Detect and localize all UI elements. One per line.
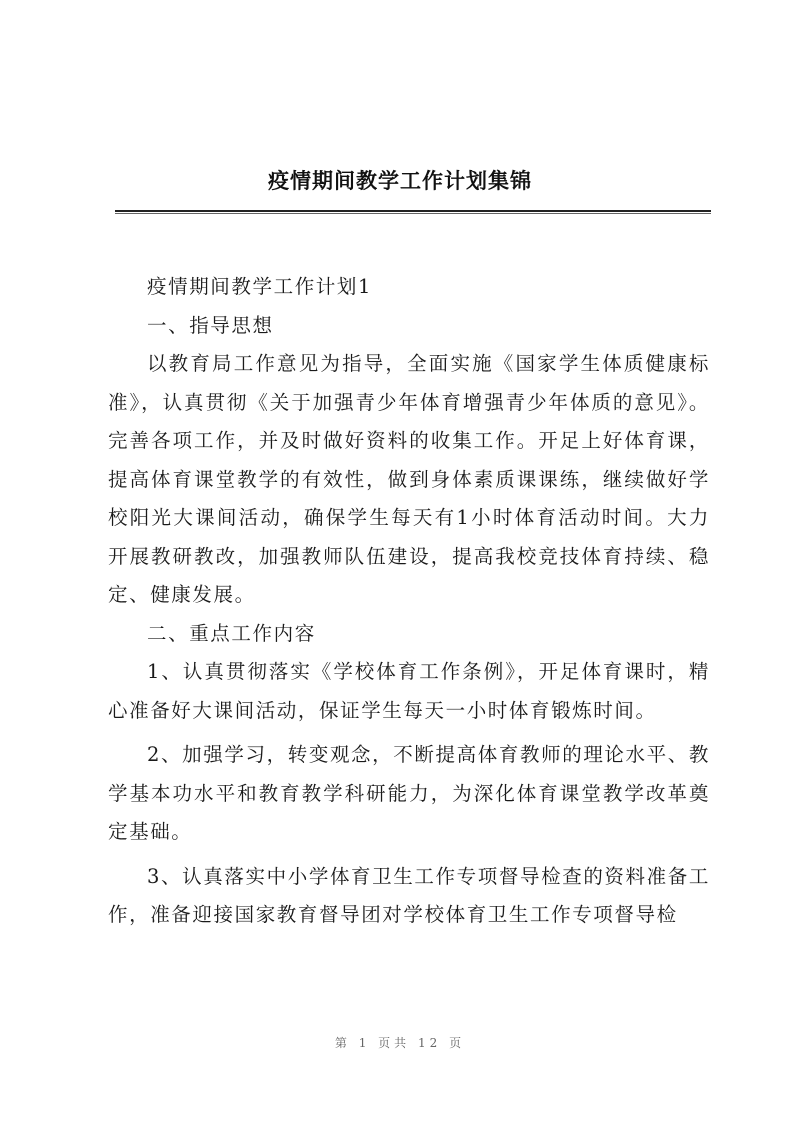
- document-body: [108, 268, 710, 935]
- page-number: 第 1 页共 12 页: [334, 1036, 466, 1050]
- body-paragraph: 以教育局工作意见为指导，全面实施《国家学生体质健康标准》，认真贯彻《关于加强青少年体育增强青少年体质的意见》。完善各项工作，并及时做好资料的收集工作。开足上好体育课，提高体育课堂教学的有效性，做到身体素质课课练，继续做好学校阳光大课间活动，确保学生每天有1小时体育活动时间。大力开展教研教改，加强教师队伍建设，提高我校竞技体育持续、稳定、健康发展。: [108, 352, 710, 606]
- body-paragraph: 3、认真落实中小学体育卫生工作专项督导检查的资料准备工作，准备迎接国家教育督导团对学校体育卫生工作专项督导检: [108, 864, 710, 926]
- document-title: 疫情期间教学工作计划集锦: [268, 169, 532, 193]
- section-heading: 一、指导思想: [147, 313, 274, 337]
- body-paragraph: 2、加强学习，转变观念，不断提高体育教师的理论水平、教学基本功水平和教育教学科研能力，为深化体育课堂教学改革奠定基础。: [108, 743, 710, 843]
- title-divider: [115, 210, 711, 212]
- section-heading: 二、重点工作内容: [147, 621, 316, 645]
- section-heading: 疫情期间教学工作计划1: [147, 275, 373, 298]
- body-paragraph: 1、认真贯彻落实《学校体育工作条例》，开足体育课时，精心准备好大课间活动，保证学生每天一小时体育锻炼时间。: [108, 660, 710, 722]
